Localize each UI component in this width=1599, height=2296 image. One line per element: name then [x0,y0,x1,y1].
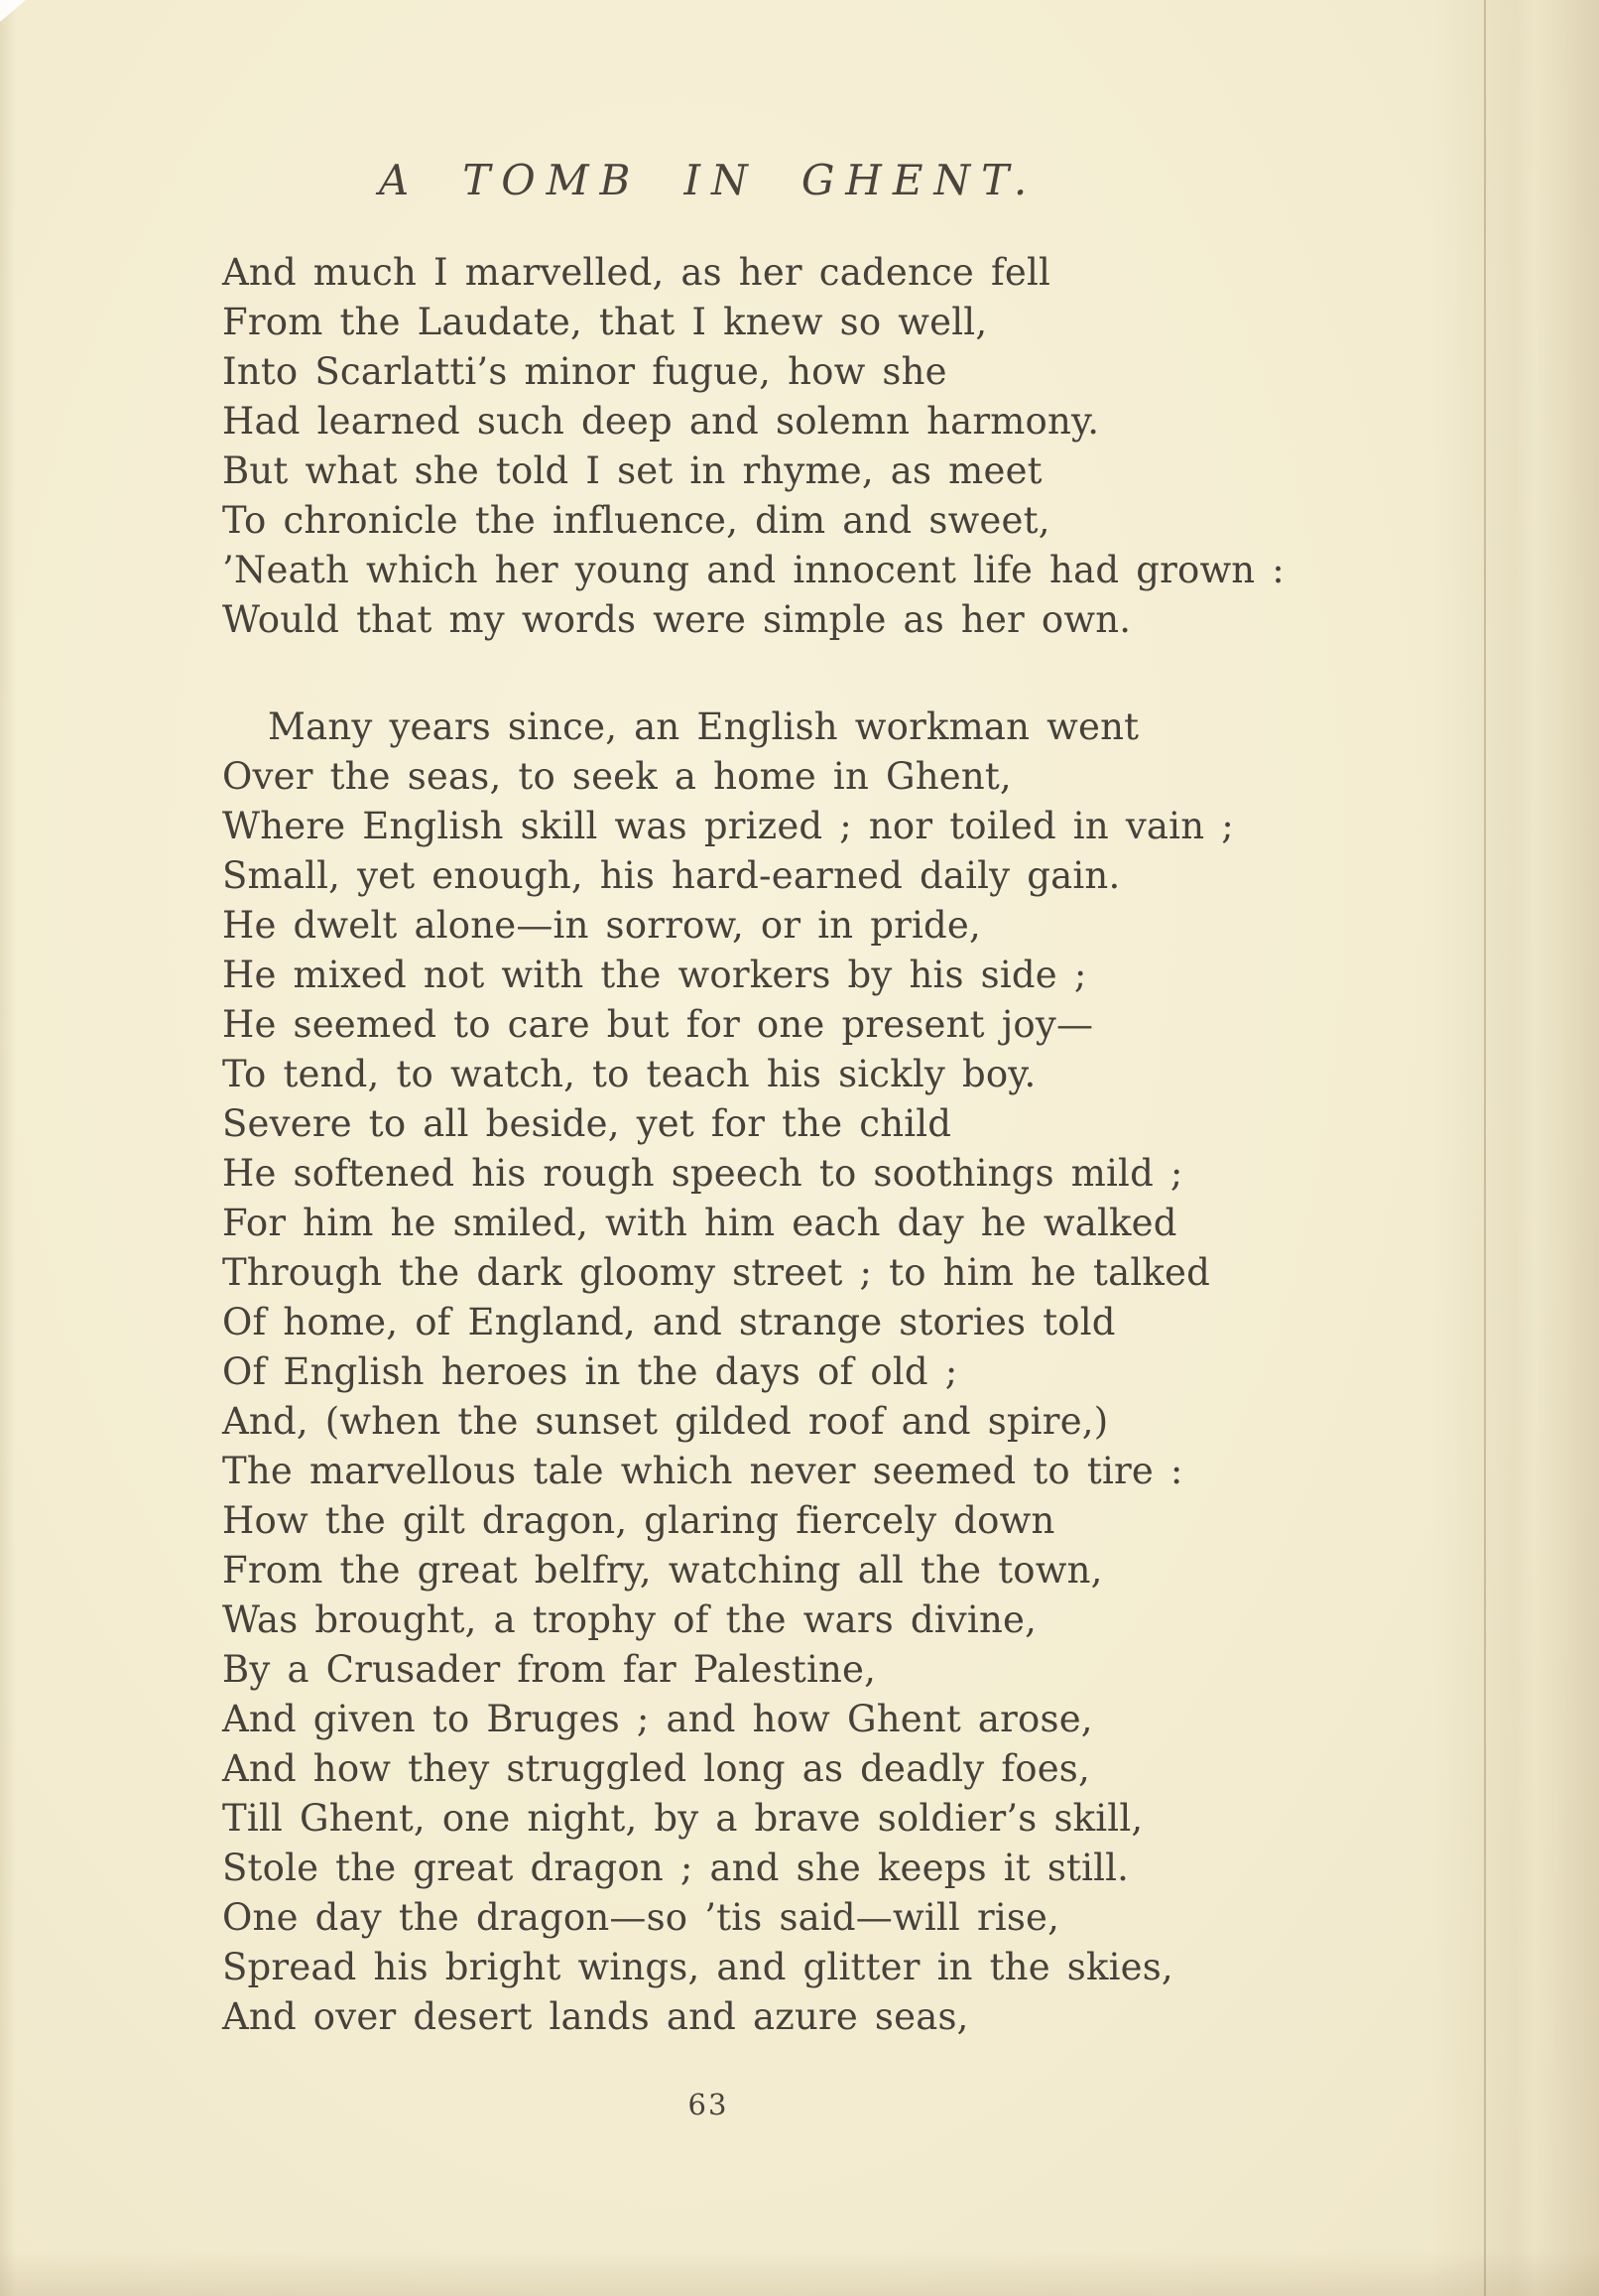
book-page [222,155,1285,2121]
poem-line: Where English skill was prized ; nor toiled in vain ; [222,805,1234,847]
poem-line: And over desert lands and azure seas, [222,1995,969,2038]
poem-line: He seemed to care but for one present joy— [222,1003,1094,1046]
poem-line: And, (when the sunset gilded roof and spire,) [222,1400,1109,1443]
poem-line: Would that my words were simple as her own. [222,598,1132,641]
poem-line: He dwelt alone—in sorrow, or in pride, [222,904,981,947]
poem-line: Severe to all beside, yet for the child [222,1102,952,1145]
poem-line: To chronicle the influence, dim and sweet, [222,499,1050,542]
poem-line: He mixed not with the workers by his side ; [222,954,1087,996]
right-edge-shadow [1430,0,1599,2296]
poem-line: From the great belfry, watching all the town, [222,1549,1103,1592]
corner-highlight [0,0,26,22]
left-edge-shadow [0,0,16,2296]
poem-line: Had learned such deep and solemn harmony. [222,400,1100,443]
poem-line: One day the dragon—so ’tis said—will rise, [222,1896,1060,1939]
poem-line: And much I marvelled, as her cadence fell [222,251,1051,294]
poem-line: Over the seas, to seek a home in Ghent, [222,755,1012,798]
poem-line: Through the dark gloomy street ; to him he talked [222,1251,1211,1294]
poem-line: Spread his bright wings, and glitter in the skies, [222,1946,1173,1988]
poem-line: Of English heroes in the days of old ; [222,1350,958,1393]
poem-line: Many years since, an English workman went [268,705,1140,748]
stanza [222,248,1285,645]
page-number: 63 [687,2088,729,2121]
poem-line: Stole the great dragon ; and she keeps it still. [222,1847,1130,1889]
page-crease [1484,0,1486,2296]
poem-line: From the Laudate, that I knew so well, [222,301,988,343]
poem-line: Of home, of England, and strange stories told [222,1301,1116,1343]
poem-line: The marvellous tale which never seemed to tire : [222,1450,1183,1492]
poem [222,248,1285,2042]
poem-line: Till Ghent, one night, by a brave soldier’s skill, [222,1797,1144,1840]
poem-line: Into Scarlatti’s minor fugue, how she [222,350,947,393]
bottom-edge-shadow [0,2250,1599,2296]
poem-line: He softened his rough speech to soothings mild ; [222,1152,1183,1195]
poem-line: Small, yet enough, his hard-earned daily gain. [222,854,1121,897]
page-title: A TOMB IN GHENT. [378,156,1039,204]
poem-line: For him he smiled, with him each day he walked [222,1202,1177,1244]
poem-line: By a Crusader from far Palestine, [222,1648,877,1691]
poem-line: How the gilt dragon, glaring fiercely down [222,1499,1055,1542]
poem-line: But what she told I set in rhyme, as meet [222,449,1043,492]
poem-line: To tend, to watch, to teach his sickly boy. [222,1053,1037,1095]
poem-line: Was brought, a trophy of the wars divine, [222,1598,1038,1641]
stanza [222,702,1234,2042]
poem-line: ’Neath which her young and innocent life had grown : [222,549,1285,591]
poem-line: And how they struggled long as deadly foes, [222,1747,1090,1790]
poem-line: And given to Bruges ; and how Ghent arose, [222,1698,1093,1740]
